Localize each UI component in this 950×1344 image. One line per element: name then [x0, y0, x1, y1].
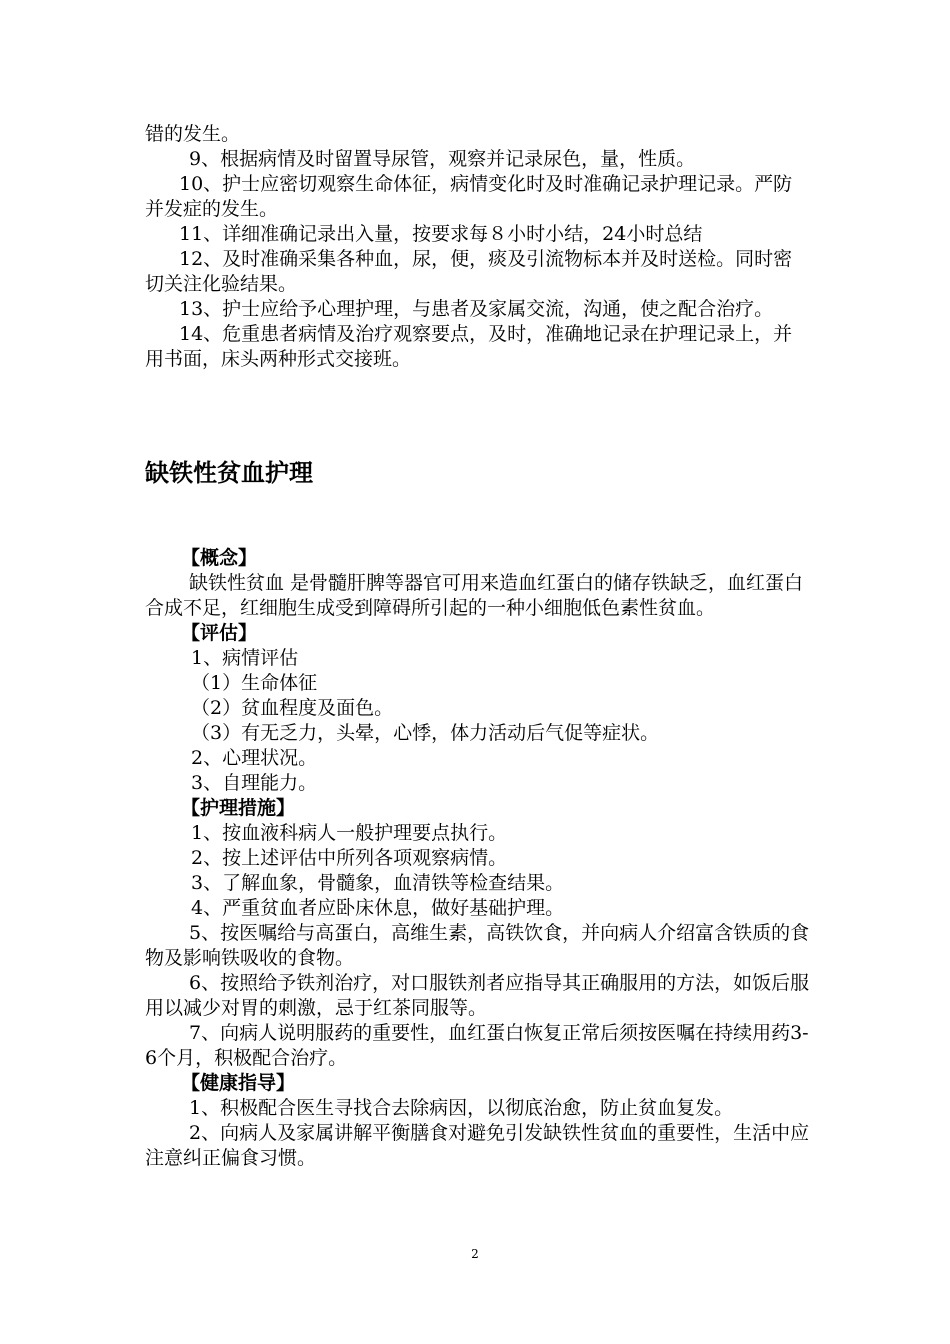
paragraph: 4、严重贫血者应卧床休息，做好基础护理。 [191, 897, 565, 919]
paragraph: 2、心理状况。 [191, 747, 318, 769]
paragraph: 5、按医嘱给与高蛋白，高维生素，高铁饮食，并向病人介绍富含铁质的食物及影响铁吸收的食物。 [145, 922, 810, 969]
subheading: 【概念】 [181, 547, 258, 569]
paragraph: 12、及时准确采集各种血，尿，便，痰及引流物标本并及时送检。同时密切关注化验结果。 [145, 248, 793, 295]
paragraph: 错的发生。 [145, 123, 241, 145]
paragraph: 14、危重患者病情及治疗观察要点，及时，准确地记录在护理记录上，并用书面，床头两种形式交接班。 [145, 323, 793, 370]
paragraph: （2）贫血程度及面色。 [191, 697, 394, 719]
paragraph: 11、详细准确记录出入量，按要求每８小时小结，24小时总结 [179, 223, 703, 245]
page-number: 2 [471, 1247, 479, 1261]
paragraph: 7、向病人说明服药的重要性，血红蛋白恢复正常后须按医嘱在持续用药3-6个月，积极配合治疗。 [145, 1022, 809, 1069]
subheading: 【护理措施】 [181, 797, 296, 819]
paragraph: 缺铁性贫血 是骨髓肝脾等器官可用来造血红蛋白的储存铁缺乏，血红蛋白合成不足，红细胞生成受到障碍所引起的一种小细胞低色素性贫血。 [145, 572, 804, 619]
previous-section-text [145, 122, 810, 372]
paragraph: （3）有无乏力，头晕，心悸，体力活动后气促等症状。 [191, 722, 660, 744]
paragraph: 3、自理能力。 [191, 772, 318, 794]
paragraph: 1、积极配合医生寻找合去除病因，以彻底治愈，防止贫血复发。 [189, 1097, 734, 1119]
subheading: 【评估】 [181, 622, 258, 644]
paragraph: （1）生命体征 [191, 672, 318, 694]
paragraph: 6、按照给予铁剂治疗，对口服铁剂者应指导其正确服用的方法，如饭后服用以减少对胃的刺激，忌于红茶同服等。 [145, 972, 810, 1019]
section-body [145, 546, 810, 1171]
paragraph: 1、病情评估 [191, 647, 299, 669]
section-title: 缺铁性贫血护理 [145, 459, 313, 487]
paragraph: 9、根据病情及时留置导尿管，观察并记录尿色，量，性质。 [189, 148, 696, 170]
paragraph: 2、按上述评估中所列各项观察病情。 [191, 847, 508, 869]
paragraph: 3、了解血象，骨髓象，血清铁等检查结果。 [191, 872, 565, 894]
subheading: 【健康指导】 [181, 1072, 296, 1094]
paragraph: 2、向病人及家属讲解平衡膳食对避免引发缺铁性贫血的重要性，生活中应注意纠正偏食习惯。 [145, 1122, 810, 1169]
paragraph: 10、护士应密切观察生命体征，病情变化时及时准确记录护理记录。严防并发症的发生。 [145, 173, 793, 220]
paragraph: 1、按血液科病人一般护理要点执行。 [191, 822, 508, 844]
paragraph: 13、护士应给予心理护理，与患者及家属交流，沟通，使之配合治疗。 [179, 298, 774, 320]
